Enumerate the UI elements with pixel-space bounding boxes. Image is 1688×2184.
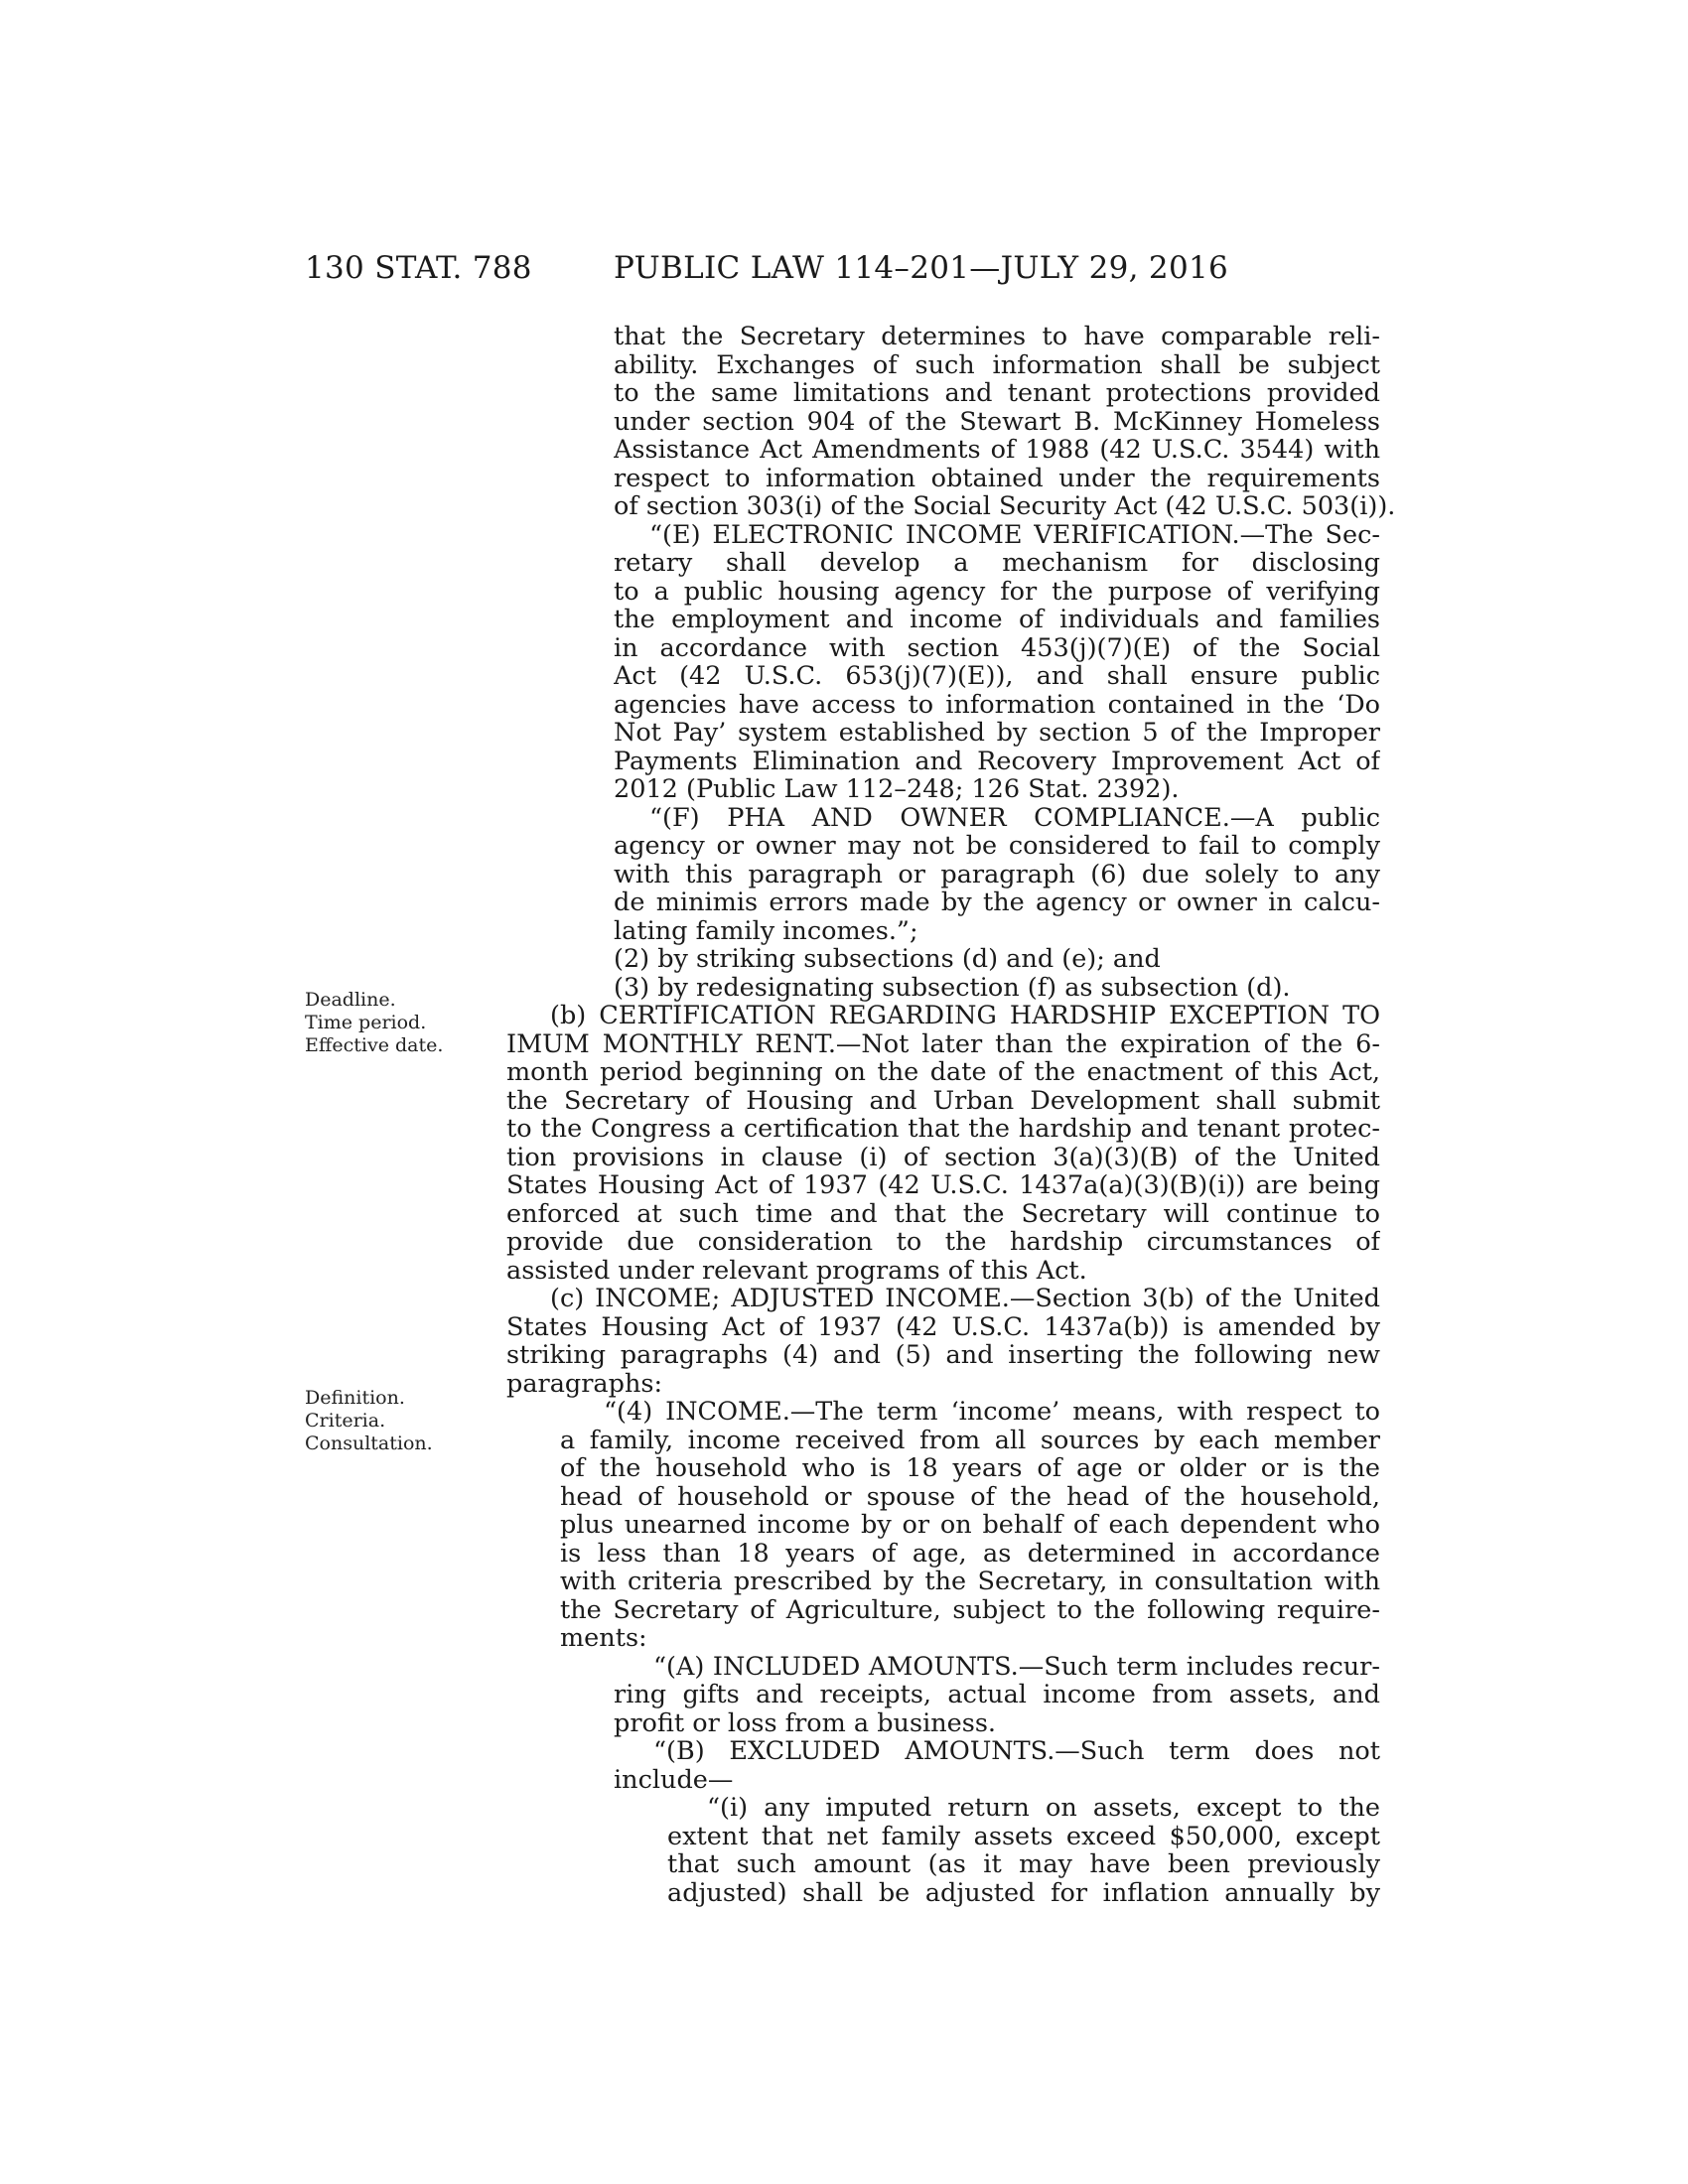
margin-note-line: Criteria. bbox=[305, 1410, 386, 1432]
text-line: the Secretary of Housing and Urban Development shall submit bbox=[506, 1086, 1380, 1115]
text-line: (c) INCOME; ADJUSTED INCOME.—Section 3(b) of the United bbox=[550, 1285, 1380, 1313]
text-line: 2012 (Public Law 112–248; 126 Stat. 2392). bbox=[614, 774, 1180, 804]
text-line: adjusted) shall be adjusted for inflation annually by bbox=[667, 1878, 1380, 1907]
text-line: provide due consideration to the hardship circumstances of bbox=[506, 1228, 1380, 1257]
text-line: de minimis errors made by the agency or owner in calcu- bbox=[614, 888, 1380, 917]
margin-note-line: Time period. bbox=[305, 1012, 427, 1033]
statute-body-text bbox=[506, 323, 1396, 1907]
text-line: enforced at such time and that the Secretary will continue to bbox=[506, 1199, 1380, 1228]
text-line: Act (42 U.S.C. 653(j)(7)(E)), and shall ensure public bbox=[614, 662, 1380, 691]
text-line: to a public housing agency for the purpose of verifying bbox=[614, 577, 1380, 606]
text-line: plus unearned income by or on behalf of each dependent who bbox=[560, 1511, 1380, 1540]
text-line: “(B) EXCLUDED AMOUNTS.—Such term does not bbox=[653, 1737, 1380, 1766]
text-line: striking paragraphs (4) and (5) and inserting the following new bbox=[506, 1341, 1380, 1370]
text-line: Not Pay’ system established by section 5 of the Improper bbox=[614, 719, 1380, 748]
running-head: PUBLIC LAW 114–201—JULY 29, 2016 bbox=[614, 250, 1229, 286]
text-line: in accordance with section 453(j)(7)(E) of the Social bbox=[614, 633, 1380, 662]
page-number: 130 STAT. 788 bbox=[305, 250, 532, 286]
margin-note-line: Effective date. bbox=[305, 1034, 444, 1056]
text-line: with this paragraph or paragraph (6) due solely to any bbox=[614, 860, 1380, 888]
text-line: lating family incomes.”; bbox=[614, 915, 918, 946]
text-line: “(F) PHA AND OWNER COMPLIANCE.—A public bbox=[649, 803, 1380, 832]
text-line: of the household who is 18 years of age or older or is the bbox=[560, 1454, 1380, 1483]
margin-note-deadline bbox=[305, 989, 443, 1057]
margin-note-line: Deadline. bbox=[305, 989, 396, 1011]
text-line: Assistance Act Amendments of 1988 (42 U.S.C. 3544) with bbox=[614, 436, 1380, 465]
text-line: that the Secretary determines to have comparable reli- bbox=[614, 323, 1380, 351]
text-line: head of household or spouse of the head of the household, bbox=[560, 1482, 1380, 1511]
margin-note-line: Consultation. bbox=[305, 1433, 433, 1454]
text-line: agency or owner may not be considered to fail to comply bbox=[614, 832, 1380, 861]
text-line: (2) by striking subsections (d) and (e); and bbox=[614, 944, 1161, 974]
text-line: ments: bbox=[560, 1623, 647, 1653]
text-line: to the Congress a certification that the hardship and tenant protec- bbox=[506, 1115, 1380, 1144]
text-line: include— bbox=[614, 1764, 734, 1795]
text-line: month period beginning on the date of the enactment of this Act, bbox=[506, 1058, 1380, 1087]
text-line: ability. Exchanges of such information shall be subject bbox=[614, 350, 1380, 379]
text-line: “(4) INCOME.—The term ‘income’ means, with respect to bbox=[604, 1398, 1380, 1427]
text-line: “(A) INCLUDED AMOUNTS.—Such term includes recur- bbox=[653, 1652, 1380, 1681]
text-line: tion provisions in clause (i) of section 3(a)(3)(B) of the United bbox=[506, 1143, 1380, 1171]
text-line: a family, income received from all sources by each member bbox=[560, 1426, 1380, 1454]
text-line: respect to information obtained under the requirements bbox=[614, 464, 1380, 492]
text-line: paragraphs: bbox=[506, 1368, 663, 1399]
text-line: Payments Elimination and Recovery Improvement Act of bbox=[614, 747, 1380, 775]
text-line: (b) CERTIFICATION REGARDING HARDSHIP EXCEPTION TO bbox=[550, 1002, 1380, 1030]
text-line: to the same limitations and tenant protections provided bbox=[614, 379, 1380, 408]
text-line: extent that net family assets exceed $50,000, except bbox=[667, 1822, 1380, 1850]
text-line: IMUM MONTHLY RENT.—Not later than the expiration of the 6- bbox=[506, 1029, 1380, 1058]
text-line: “(i) any imputed return on assets, except to the bbox=[707, 1794, 1380, 1823]
text-line: (3) by redesignating subsection (f) as subsection (d). bbox=[614, 972, 1291, 1003]
text-line: ring gifts and receipts, actual income from assets, and bbox=[614, 1681, 1380, 1709]
text-line: assisted under relevant programs of this Act. bbox=[506, 1255, 1087, 1286]
margin-note-definition bbox=[305, 1387, 433, 1455]
text-line: that such amount (as it may have been previously bbox=[667, 1850, 1380, 1879]
text-line: of section 303(i) of the Social Security Act (42 U.S.C. 503(i)). bbox=[614, 491, 1396, 521]
text-line: under section 904 of the Stewart B. McKinney Homeless bbox=[614, 407, 1380, 436]
text-line: the Secretary of Agriculture, subject to the following require- bbox=[560, 1595, 1380, 1624]
text-line: the employment and income of individuals and families bbox=[614, 606, 1380, 634]
text-line: “(E) ELECTRONIC INCOME VERIFICATION.—The Sec- bbox=[649, 520, 1380, 549]
text-line: States Housing Act of 1937 (42 U.S.C. 1437a(a)(3)(B)(i)) are being bbox=[506, 1171, 1380, 1200]
margin-note-line: Definition. bbox=[305, 1387, 405, 1409]
text-line: profit or loss from a business. bbox=[614, 1707, 997, 1738]
text-line: with criteria prescribed by the Secretary, in consultation with bbox=[560, 1568, 1380, 1596]
text-line: States Housing Act of 1937 (42 U.S.C. 1437a(b)) is amended by bbox=[506, 1312, 1380, 1341]
text-line: retary shall develop a mechanism for disclosing bbox=[614, 549, 1380, 578]
text-line: agencies have access to information contained in the ‘Do bbox=[614, 690, 1380, 719]
text-line: is less than 18 years of age, as determined in accordance bbox=[560, 1539, 1380, 1568]
